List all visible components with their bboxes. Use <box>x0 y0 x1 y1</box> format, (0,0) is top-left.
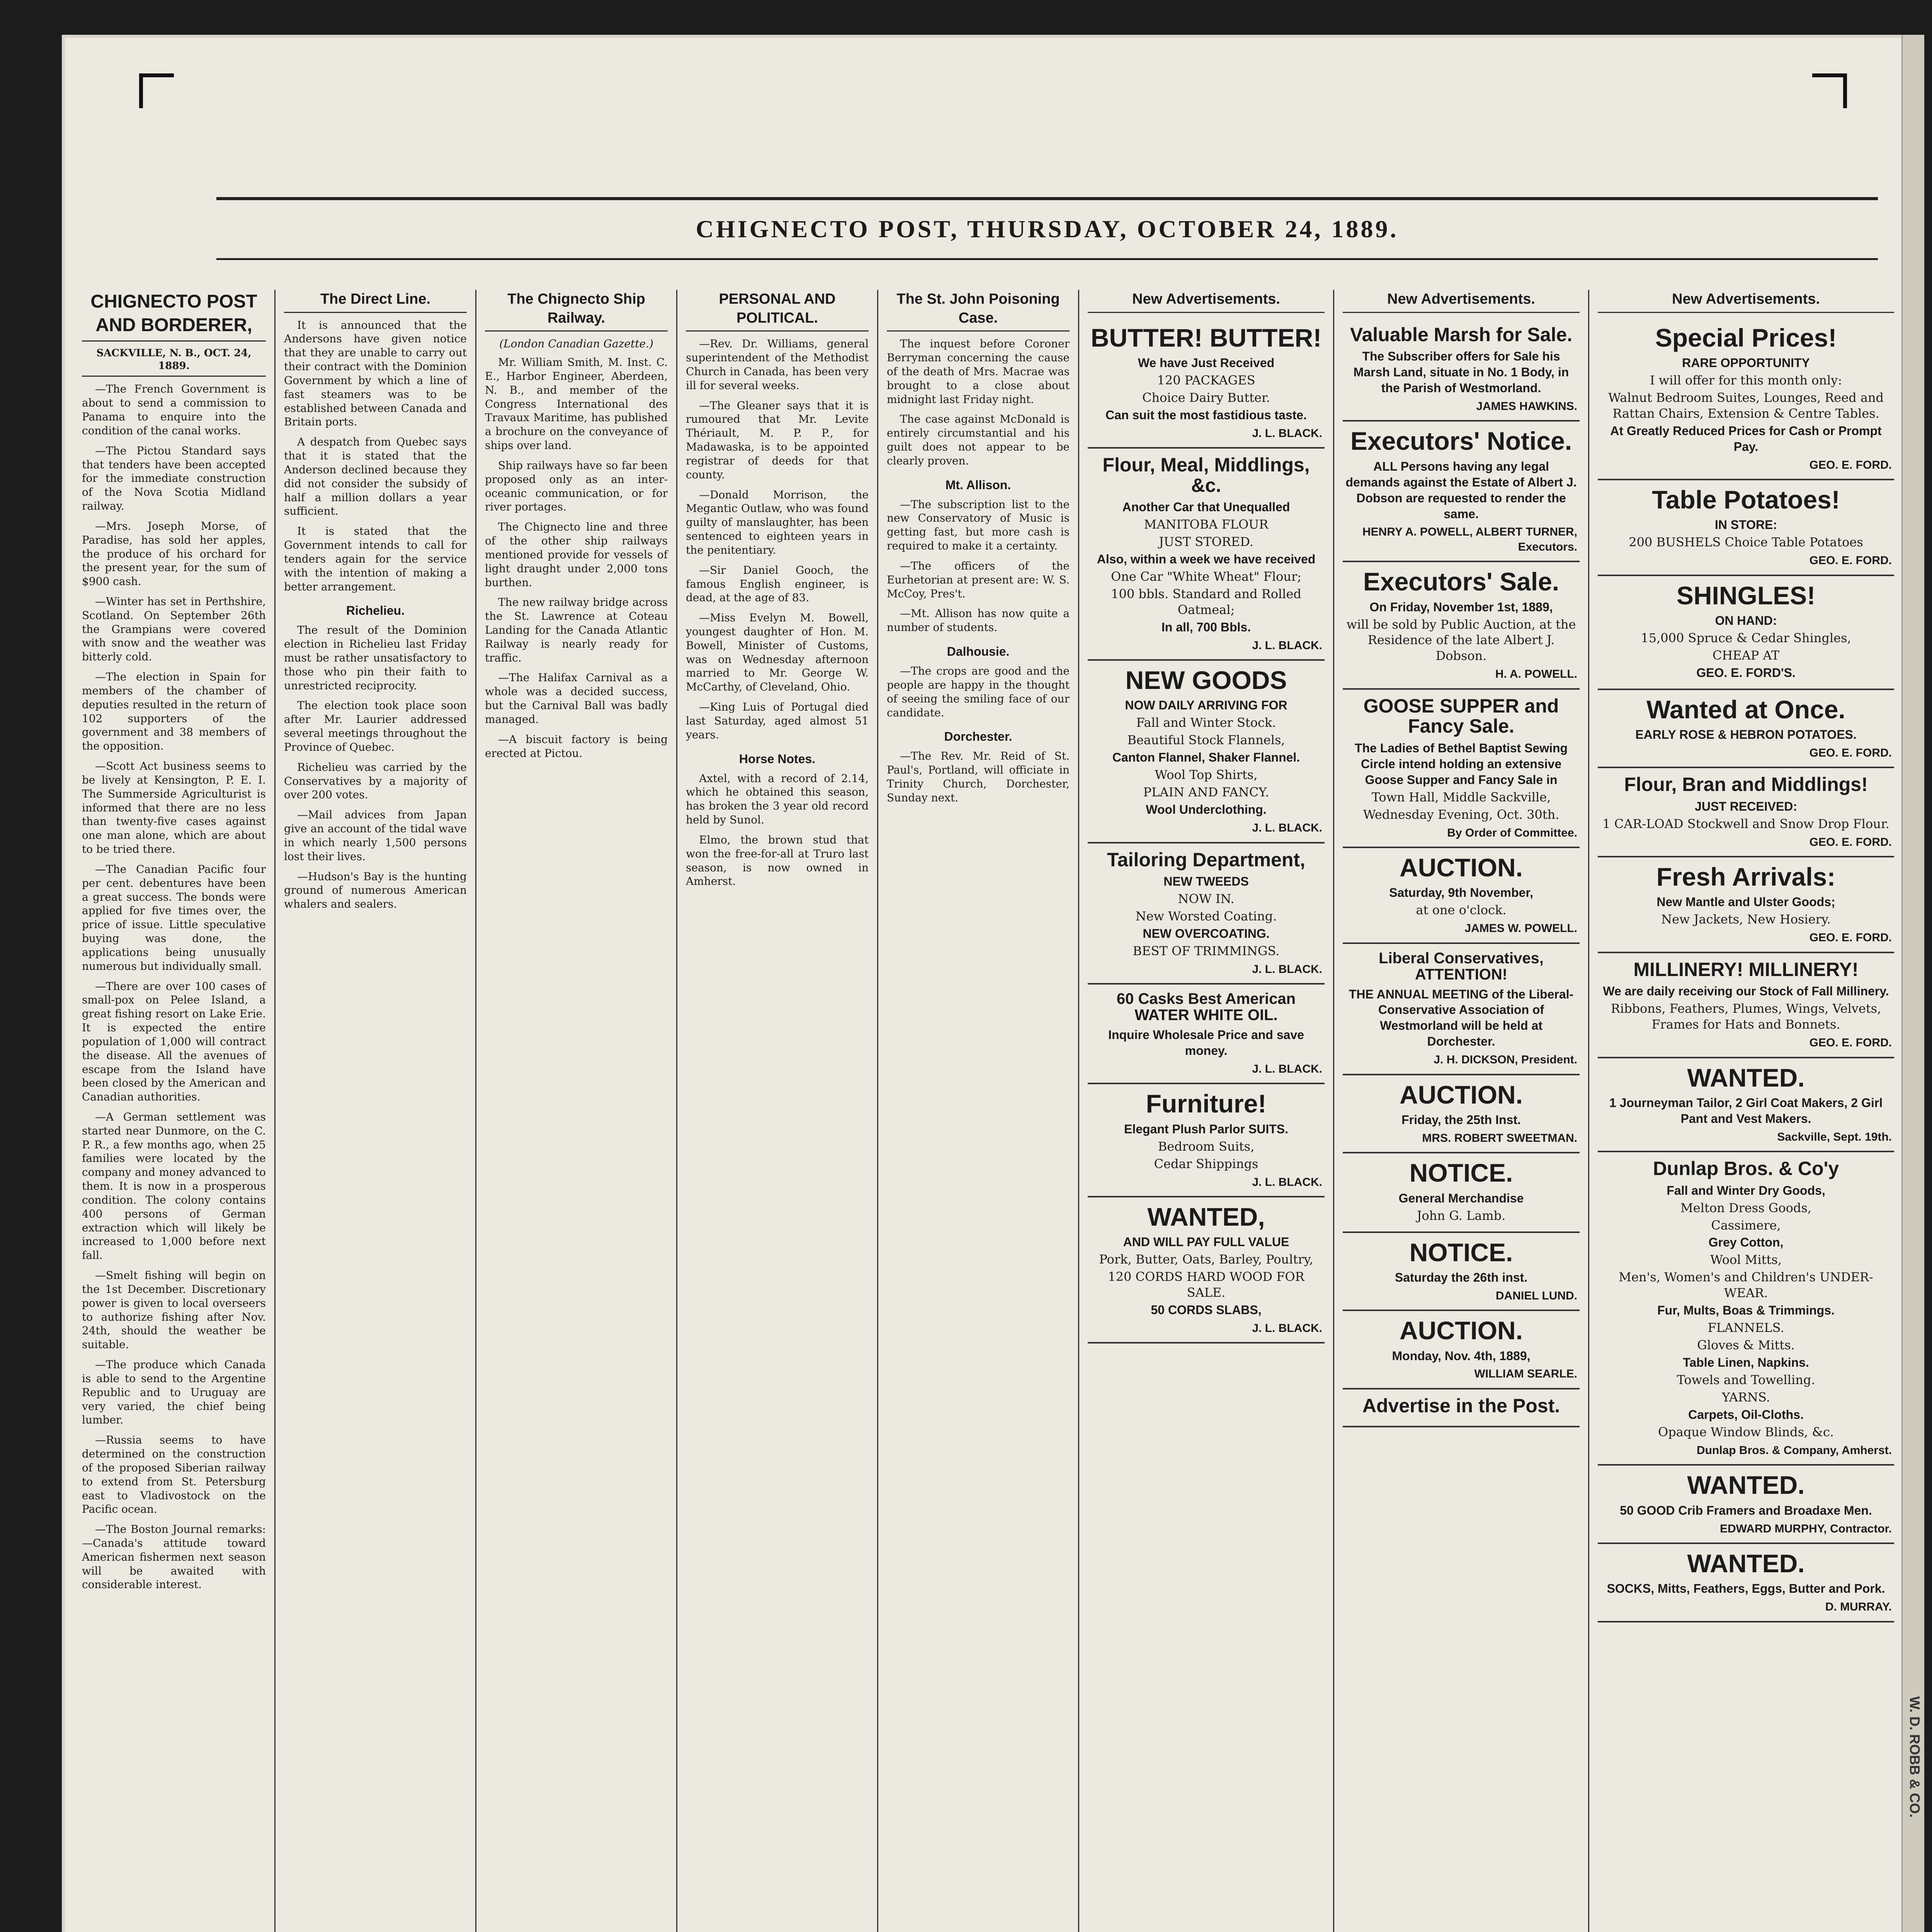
ad-line: Town Hall, Middle Sackville, <box>1371 789 1551 804</box>
section-heading: Dorchester. <box>944 730 1012 744</box>
ad-line: Men's, Women's and Children's UNDER-WEAR. <box>1619 1270 1873 1301</box>
column-ship-railway <box>475 290 676 1932</box>
article-paragraph: —The Halifax Carnival as a whole was a decided success, but the Carnival Ball was badly managed. <box>485 671 668 726</box>
ad-title: SHINGLES! <box>1676 581 1816 610</box>
column-ford-dunlap-ads <box>1588 290 1903 1932</box>
article-paragraph: —The Gleaner says that it is rumoured that Mr. Levite Thériault, M. P. P., for Madawaska, is to be appointed registrar of deeds for that county. <box>686 399 869 481</box>
article-paragraph: The case against McDonald is entirely circumstantial and his guilt does not appear to be clearly proven. <box>887 413 1070 467</box>
ad-line: 120 CORDS HARD WOOD FOR SALE. <box>1108 1269 1304 1300</box>
article-paragraph: —The French Government is about to send a commission to Panama to enquire into the condition of the canal works. <box>82 383 266 437</box>
column-notices <box>1333 290 1588 1932</box>
ad-signature: GEO. E. FORD. <box>1809 1036 1892 1049</box>
article-paragraphs <box>887 664 1070 719</box>
advertisement <box>1598 953 1894 1058</box>
ad-line: 1 CAR-LOAD Stockwell and Snow Drop Flour. <box>1602 816 1889 831</box>
ad-line: AND WILL PAY FULL VALUE <box>1123 1235 1289 1249</box>
ad-line: Saturday, 9th November, <box>1389 886 1533 900</box>
crop-mark-top-left <box>139 73 174 108</box>
column-heading: New Advertisements. <box>1343 290 1580 313</box>
advertisement <box>1343 422 1580 562</box>
ad-line: GEO. E. FORD'S. <box>1696 665 1796 680</box>
column-heading: The St. John Poisoning Case. <box>887 290 1070 332</box>
column-editorial <box>73 290 274 1932</box>
ad-signature: J. L. BLACK. <box>1252 963 1322 976</box>
ad-signature: MRS. ROBERT SWEETMAN. <box>1422 1131 1577 1145</box>
ad-signature: GEO. E. FORD. <box>1809 835 1892 849</box>
ad-line: will be sold by Public Auction, at the Residence of the late Albert J. Dobson. <box>1346 617 1576 663</box>
column-poisoning-case <box>877 290 1078 1932</box>
ad-line: We have Just Received <box>1138 355 1275 370</box>
article-paragraph: —The Boston Journal remarks:—Canada's attitude toward American fishermen next season will be awaited with considerable interest. <box>82 1523 266 1591</box>
ad-title: Flour, Meal, Middlings, &c. <box>1102 454 1310 496</box>
ad-title: Furniture! <box>1146 1089 1267 1118</box>
article-paragraph: Elmo, the brown stud that won the free-for-all at Truro last season, is now owned in Amherst. <box>686 833 869 888</box>
ad-signature: J. L. BLACK. <box>1252 1322 1322 1335</box>
ad-title: WANTED. <box>1687 1549 1805 1578</box>
article-paragraph: —Donald Morrison, the Megantic Outlaw, who was found guilty of manslaughter, has been sentenced to eighteen years in the penitentiary. <box>686 488 869 556</box>
ad-signature: J. H. DICKSON, President. <box>1434 1053 1577 1066</box>
ad-signature: H. A. POWELL. <box>1495 668 1577 681</box>
advertisement <box>1343 1153 1580 1233</box>
ad-line: RARE OPPORTUNITY <box>1682 355 1810 370</box>
ad-line: MANITOBA FLOUR <box>1144 517 1269 532</box>
advertisement <box>1598 1466 1894 1544</box>
ad-line: THE ANNUAL MEETING of the Liberal-Conservative Association of Westmorland will be held at Dorchester. <box>1349 987 1574 1049</box>
ad-line: NEW TWEEDS <box>1163 874 1249 888</box>
section-heading: Richelieu. <box>346 604 405 618</box>
ad-line: General Merchandise <box>1398 1191 1524 1205</box>
ad-line: Choice Dairy Butter. <box>1142 390 1270 405</box>
ad-line: Melton Dress Goods, <box>1680 1200 1811 1215</box>
advertisement <box>1088 318 1325 449</box>
ad-line: 100 bbls. Standard and Rolled Oatmeal; <box>1111 586 1301 617</box>
column-heading: The Chignecto Ship Railway. <box>485 290 668 332</box>
ad-title: Liberal Conservatives, ATTENTION! <box>1379 949 1544 983</box>
ad-title: Tailoring Department, <box>1107 849 1305 871</box>
ad-line: Pork, Butter, Oats, Barley, Poultry, <box>1099 1252 1313 1267</box>
column-black-ads <box>1078 290 1333 1932</box>
source-note: (London Canadian Gazette.) <box>499 337 653 350</box>
ad-line: PLAIN AND FANCY. <box>1143 785 1269 800</box>
ad-title: Flour, Bran and Middlings! <box>1624 774 1868 796</box>
ad-line: Cedar Shippings <box>1154 1156 1259 1171</box>
ad-line: Ribbons, Feathers, Plumes, Wings, Velvets, Frames for Hats and Bonnets. <box>1611 1001 1881 1032</box>
article-paragraph: The result of the Dominion election in Richelieu last Friday must be rather unsatisfactory to those who pin their faith to unrestricted reciprocity. <box>284 624 467 692</box>
ad-line: Monday, Nov. 4th, 1889, <box>1392 1349 1531 1363</box>
article-paragraphs <box>284 623 467 911</box>
ad-line: Carpets, Oil-Cloths. <box>1688 1408 1804 1422</box>
ad-line: Table Linen, Napkins. <box>1683 1355 1809 1370</box>
ad-title: NEW GOODS <box>1125 666 1287 695</box>
article-paragraphs <box>887 498 1070 634</box>
ad-line: I will offer for this month only: <box>1650 372 1842 388</box>
ad-line: Wednesday Evening, Oct. 30th. <box>1363 807 1560 822</box>
ad-line: Saturday the 26th inst. <box>1395 1270 1528 1284</box>
article-paragraph: Richelieu was carried by the Conservatives by a majority of over 200 votes. <box>284 760 467 801</box>
dateline: SACKVILLE, N. B., OCT. 24, 1889. <box>82 347 266 377</box>
article-paragraph: —Smelt fishing will begin on the 1st December. Discretionary power is given to local overseers to authorize fishing after Nov. 24th, should the weather be suitable. <box>82 1269 266 1351</box>
advertisement <box>1088 1084 1325 1197</box>
ad-line: JUST STORED. <box>1159 534 1253 549</box>
advertisement <box>1343 1075 1580 1154</box>
article-paragraph: —There are over 100 cases of small-pox on Pelee Island, a great fishing resort on Lake Erie. It is expected the entire population of 1,000 will contract the disease. All the avenues of escape from the Island have been closed by the American and Canadian authorities. <box>82 980 266 1104</box>
advertisement <box>1343 690 1580 848</box>
article-paragraph: —Mrs. Joseph Morse, of Paradise, has sold her apples, the produce of his orchard for the present year, for the sum of $900 cash. <box>82 519 266 588</box>
newspaper-page <box>62 35 1924 1932</box>
advertisement <box>1343 1311 1580 1389</box>
ad-line: 120 PACKAGES <box>1157 372 1255 388</box>
advertisement <box>1598 318 1894 480</box>
ad-signature: GEO. E. FORD. <box>1809 746 1892 759</box>
article-paragraph: The Chignecto line and three of the other ship railways mentioned provide for vessels of light draught under 2,000 tons burthen. <box>485 520 668 589</box>
column-heading: PERSONAL AND POLITICAL. <box>686 290 869 332</box>
ad-title: 60 Casks Best American WATER WHITE OIL. <box>1116 990 1296 1024</box>
ad-title: MILLINERY! MILLINERY! <box>1633 958 1859 980</box>
ad-line: JUST RECEIVED: <box>1695 799 1797 813</box>
ad-signature: DANIEL LUND. <box>1495 1289 1577 1302</box>
article-paragraph: The new railway bridge across the St. Lawrence at Coteau Landing for the Canada Atlantic Railway is nearly ready for traffic. <box>485 596 668 664</box>
advertisement <box>1598 768 1894 857</box>
ad-line: FLANNELS. <box>1708 1320 1784 1335</box>
ad-signature: GEO. E. FORD. <box>1809 554 1892 567</box>
masthead-title: CHIGNECTO POST, THURSDAY, OCTOBER 24, 1889. <box>696 215 1399 243</box>
crop-mark-top-right <box>1812 73 1847 108</box>
ad-line: YARNS. <box>1722 1390 1770 1405</box>
advertisement-list <box>1598 318 1894 1622</box>
column-heading: The Direct Line. <box>284 290 467 313</box>
ad-title: Dunlap Bros. & Co'y <box>1653 1158 1839 1180</box>
advertisement <box>1088 661 1325 843</box>
ad-line: ALL Persons having any legal demands against the Estate of Albert J. Dobson are requested to render the same. <box>1345 459 1577 521</box>
ad-signature: Dunlap Bros. & Company, Amherst. <box>1696 1444 1892 1457</box>
ad-line: The Subscriber offers for Sale his Marsh Land, situate in No. 1 Body, in the Parish of Westmorland. <box>1353 349 1569 395</box>
ad-line: Wool Mitts, <box>1710 1252 1782 1267</box>
ad-title: WANTED, <box>1147 1202 1265 1231</box>
advertisement <box>1088 1197 1325 1344</box>
ad-line: 200 BUSHELS Choice Table Potatoes <box>1629 535 1863 550</box>
article-paragraphs <box>887 749 1070 804</box>
ad-line: New Worsted Coating. <box>1135 908 1277 923</box>
ad-line: NOW IN. <box>1178 891 1235 906</box>
ad-line: Elegant Plush Parlor SUITS. <box>1124 1122 1288 1136</box>
ad-signature: GEO. E. FORD. <box>1809 458 1892 471</box>
ad-signature: GEO. E. FORD. <box>1809 931 1892 944</box>
ad-line: 50 GOOD Crib Framers and Broadaxe Men. <box>1620 1503 1872 1517</box>
ad-signature: J. L. BLACK. <box>1252 427 1322 440</box>
ad-signature: JAMES W. POWELL. <box>1464 922 1577 935</box>
article-paragraph: —The Rev. Mr. Reid of St. Paul's, Portland, will officiate in Trinity Church, Dorchester, Sunday next. <box>887 750 1070 804</box>
ad-signature: J. L. BLACK. <box>1252 1063 1322 1076</box>
ad-line: EARLY ROSE & HEBRON POTATOES. <box>1635 728 1857 742</box>
article-paragraph: —Mt. Allison has now quite a number of students. <box>887 607 1070 634</box>
ad-title: AUCTION. <box>1400 1316 1523 1345</box>
advertisement <box>1598 690 1894 769</box>
article-paragraph: A despatch from Quebec says that it is stated that the Anderson declined because they did not consider the subsidy of half a million dollars a year sufficient. <box>284 435 467 518</box>
column-heading: New Advertisements. <box>1598 290 1894 313</box>
ad-line: John G. Lamb. <box>1417 1208 1506 1223</box>
section-heading: Horse Notes. <box>739 752 816 766</box>
ad-title: Wanted at Once. <box>1646 695 1845 724</box>
article-paragraph: Mr. William Smith, M. Inst. C. E., Harbor Engineer, Aberdeen, N. B., and member of the Congress International des Travaux Maritime, has published a brochure on the conveyance of ships over land. <box>485 356 668 452</box>
ad-line: Fall and Winter Dry Goods, <box>1667 1183 1825 1197</box>
advertisement <box>1343 1233 1580 1311</box>
ad-line: Cassimere, <box>1711 1218 1781 1233</box>
ad-line: Walnut Bedroom Suites, Lounges, Reed and Rattan Chairs, Extension & Centre Tables. <box>1608 390 1884 421</box>
article-paragraph: —A biscuit factory is being erected at Pictou. <box>485 733 668 760</box>
column-personal-political <box>676 290 877 1932</box>
adjacent-page-edge <box>1901 35 1924 1932</box>
ad-title: Advertise in the Post. <box>1362 1395 1560 1417</box>
article-paragraph: —Hudson's Bay is the hunting ground of numerous American whalers and sealers. <box>284 870 467 911</box>
ad-signature: HENRY A. POWELL, ALBERT TURNER, Executors. <box>1362 526 1577 553</box>
article-paragraph: —The officers of the Eurhetorian at present are: W. S. McCoy, Pres't. <box>887 559 1070 600</box>
ad-line: Canton Flannel, Shaker Flannel. <box>1112 750 1300 765</box>
article-paragraph: —Russia seems to have determined on the construction of the proposed Siberian railway to extend from St. Petersburg east to Vladivostock on the Pacific ocean. <box>82 1434 266 1516</box>
ad-line: New Mantle and Ulster Goods; <box>1656 895 1835 909</box>
ad-line: 1 Journeyman Tailor, 2 Girl Coat Makers, 2 Girl Pant and Vest Makers. <box>1609 1095 1883 1126</box>
ad-line: Another Car that Unequalled <box>1122 500 1290 514</box>
ad-line: at one o'clock. <box>1416 903 1507 918</box>
ad-signature: Sackville, Sept. 19th. <box>1777 1130 1892 1143</box>
ad-title: Table Potatoes! <box>1652 485 1840 514</box>
ad-signature: D. MURRAY. <box>1825 1600 1892 1614</box>
ad-title: Executors' Sale. <box>1363 567 1560 596</box>
article-paragraph: The inquest before Coroner Berryman concerning the cause of the death of Mrs. Macrae was brought to a close about midnight last Friday night. <box>887 337 1070 406</box>
section-heading: Mt. Allison. <box>945 478 1011 492</box>
ad-title: Valuable Marsh for Sale. <box>1350 323 1573 345</box>
ad-signature: J. L. BLACK. <box>1252 1175 1322 1189</box>
ad-title: GOOSE SUPPER and Fancy Sale. <box>1363 695 1559 737</box>
article-paragraph: —Sir Daniel Gooch, the famous English engineer, is dead, at the age of 83. <box>686 563 869 604</box>
ad-title: Executors' Notice. <box>1350 427 1572 456</box>
ad-line: At Greatly Reduced Prices for Cash or Prompt Pay. <box>1610 423 1882 454</box>
ad-line: In all, 700 Bbls. <box>1161 620 1251 634</box>
ad-line: One Car "White Wheat" Flour; <box>1111 569 1302 584</box>
ad-title: WANTED. <box>1687 1471 1805 1500</box>
column-heading: New Advertisements. <box>1088 290 1325 313</box>
ad-line: Beautiful Stock Flannels, <box>1127 733 1285 748</box>
article-paragraph: —Scott Act business seems to be lively at Kensington, P. E. I. The Summerside Agriculturist is informed that there are no less than twenty-five cases against one man alone, which are about to be tried there. <box>82 760 266 856</box>
ad-line: ON HAND: <box>1715 613 1777 628</box>
ad-line: Wool Top Shirts, <box>1155 767 1258 782</box>
ad-line: Gloves & Mitts. <box>1697 1338 1795 1353</box>
ad-line: New Jackets, New Hosiery. <box>1661 912 1831 927</box>
advertisement <box>1343 944 1580 1075</box>
ad-title: NOTICE. <box>1409 1238 1513 1267</box>
advertisement <box>1343 1389 1580 1428</box>
advertisement <box>1598 1058 1894 1153</box>
article-paragraphs <box>284 318 467 594</box>
advertisement <box>1088 449 1325 661</box>
ad-line: Wool Underclothing. <box>1146 803 1267 817</box>
article-paragraph: —Miss Evelyn M. Bowell, youngest daughter of Hon. M. Bowell, Minister of Customs, was on Wednesday afternoon married to Mr. George W. McCarthy, of Cleveland, Ohio. <box>686 611 869 694</box>
advertisement <box>1598 1152 1894 1466</box>
advertisement <box>1343 562 1580 690</box>
ad-line: NOW DAILY ARRIVING FOR <box>1125 698 1287 713</box>
article-paragraph: —The subscription list to the new Conservatory of Music is getting fast, but more cash is required to make it a certainty. <box>887 498 1070 553</box>
advertisement-list <box>1088 318 1325 1344</box>
article-paragraph: —The produce which Canada is able to send to the Argentine Republic and to Uruguay are very varied, the chief being lumber. <box>82 1358 266 1427</box>
edge-strip-text: W. D. ROBB & CO. <box>1907 1696 1923 1818</box>
column-heading: CHIGNECTO POST AND BORDERER, <box>82 290 266 342</box>
ad-line: On Friday, November 1st, 1889, <box>1369 600 1553 614</box>
article-paragraphs <box>485 355 668 760</box>
article-paragraph: —A German settlement was started near Dunmore, on the C. P. R., a few months ago, when 25 families were located by the company and money advanced to them. It is now in a prosperous condition. The colony contains 400 persons of German extraction which will likely be increased to 1,000 before next fall. <box>82 1110 266 1262</box>
ad-line: Grey Cotton, <box>1708 1235 1784 1250</box>
article-paragraph: —The crops are good and the people are happy in the thought of seeing the smiling face of our candidate. <box>887 665 1070 719</box>
ad-signature: WILLIAM SEARLE. <box>1474 1367 1577 1381</box>
ad-title: BUTTER! BUTTER! <box>1090 323 1322 352</box>
ad-line: Friday, the 25th Inst. <box>1401 1113 1521 1127</box>
article-paragraph: —Mail advices from Japan give an account of the tidal wave in which nearly 1,500 persons lost their lives. <box>284 808 467 863</box>
ad-signature: JAMES HAWKINS. <box>1476 400 1577 413</box>
advertisement <box>1598 576 1894 690</box>
advertisement <box>1088 844 1325 985</box>
advertisement <box>1343 318 1580 422</box>
ad-title: WANTED. <box>1687 1063 1805 1092</box>
ad-line: The Ladies of Bethel Baptist Sewing Circle intend holding an extensive Goose Supper and Fancy Sale in <box>1354 741 1568 787</box>
advertisement <box>1088 985 1325 1084</box>
ad-line: CHEAP AT <box>1712 648 1780 663</box>
article-paragraph: Ship railways have so far been proposed only as an inter-oceanic communication, or for river portages. <box>485 459 668 514</box>
section-heading: Dalhousie. <box>947 645 1010 659</box>
ad-line: We are daily receiving our Stock of Fall Millinery. <box>1603 984 1889 998</box>
ad-line: IN STORE: <box>1714 518 1777 532</box>
article-paragraphs <box>887 337 1070 468</box>
ad-title: Fresh Arrivals: <box>1656 862 1836 891</box>
ad-line: Also, within a week we have received <box>1097 552 1316 566</box>
ad-title: AUCTION. <box>1400 853 1523 882</box>
ad-line: NEW OVERCOATING. <box>1143 926 1270 940</box>
article-paragraph: The election took place soon after Mr. Laurier addressed several meetings throughout the Province of Quebec. <box>284 699 467 753</box>
ad-line: Fur, Mults, Boas & Trimmings. <box>1657 1303 1835 1318</box>
ad-signature: J. L. BLACK. <box>1252 639 1322 652</box>
ad-line: 15,000 Spruce & Cedar Shingles, <box>1641 630 1851 645</box>
article-paragraph: Axtel, with a record of 2.14, which he obtained this season, has broken the 3 year old record held by Sunol. <box>686 772 869 827</box>
ad-title: AUCTION. <box>1400 1080 1523 1109</box>
ad-line: BEST OF TRIMMINGS. <box>1133 943 1280 958</box>
ad-signature: J. L. BLACK. <box>1252 821 1322 835</box>
article-paragraph: —The election in Spain for members of the chamber of deputies resulted in the return of 102 supporters of the government and 38 members of the opposition. <box>82 670 266 753</box>
ad-line: Inquire Wholesale Price and save money. <box>1108 1028 1304 1058</box>
ad-signature: EDWARD MURPHY, Contractor. <box>1719 1522 1892 1535</box>
advertisement <box>1598 480 1894 576</box>
ad-title: NOTICE. <box>1409 1158 1513 1187</box>
advertisement <box>1598 857 1894 953</box>
article-paragraph: It is stated that the Government intends to call for tenders again for the service with the intention of making a better arrangement. <box>284 525 467 593</box>
column-direct-line <box>274 290 475 1932</box>
ad-line: SOCKS, Mitts, Feathers, Eggs, Butter and Pork. <box>1607 1582 1885 1596</box>
article-paragraphs <box>82 382 266 1592</box>
article-paragraph: —Rev. Dr. Williams, general superintendent of the Methodist Church in Canada, has been very ill for several weeks. <box>686 337 869 392</box>
article-paragraphs <box>686 772 869 889</box>
advertisement <box>1343 848 1580 944</box>
ad-line: Opaque Window Blinds, &c. <box>1658 1424 1834 1439</box>
article-paragraph: —Winter has set in Perthshire, Scotland. On September 26th the Grampians were covered with snow and the weather was bitterly cold. <box>82 595 266 663</box>
ad-signature: By Order of Committee. <box>1447 826 1577 839</box>
article-paragraphs <box>686 337 869 742</box>
ad-title: Special Prices! <box>1655 323 1837 352</box>
article-paragraph: It is announced that the Andersons have given notice that they are unable to carry out their contract with the Dominion Government by which a line of fast steamers was to be established between Canada and Britain ports. <box>284 318 467 429</box>
article-paragraph: —The Pictou Standard says that tenders have been accepted for the immediate construction of the Nova Scotia Midland railway. <box>82 444 266 513</box>
advertisement <box>1598 1544 1894 1622</box>
ad-line: 50 CORDS SLABS, <box>1151 1303 1262 1317</box>
ad-line: Bedroom Suits, <box>1158 1139 1255 1154</box>
masthead <box>216 197 1878 260</box>
ad-line: Fall and Winter Stock. <box>1136 715 1276 730</box>
ad-line: Towels and Towelling. <box>1677 1372 1815 1388</box>
article-paragraph: —The Canadian Pacific four per cent. debentures have been a great success. The bonds were applied for five times over, the price of issue. Little speculative buying was done, the applications being unusually numerous but individually small. <box>82 862 266 973</box>
advertisement-list <box>1343 318 1580 1428</box>
article-paragraph: —King Luis of Portugal died last Saturday, aged almost 51 years. <box>686 701 869 741</box>
ad-line: Can suit the most fastidious taste. <box>1105 408 1307 422</box>
